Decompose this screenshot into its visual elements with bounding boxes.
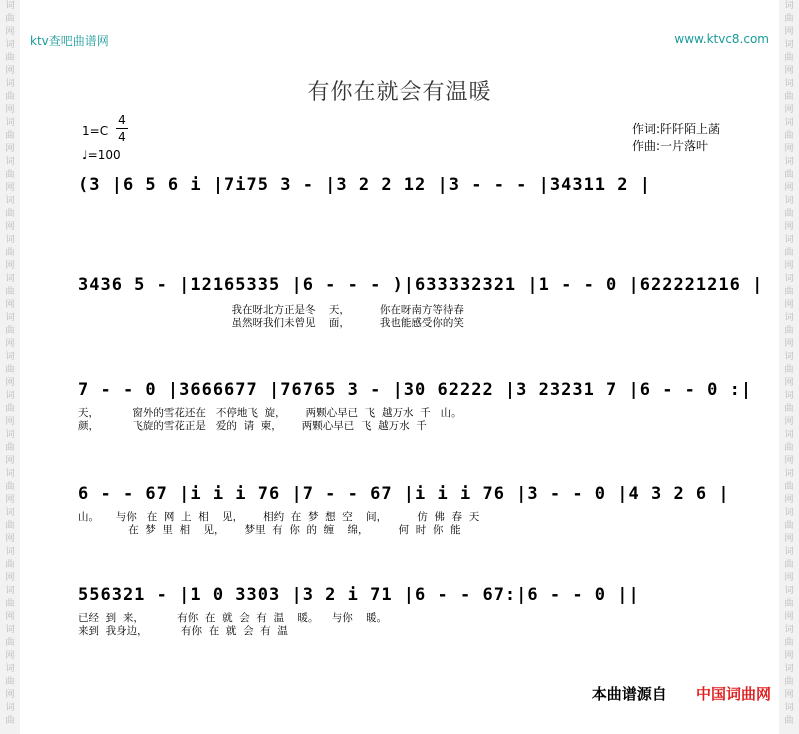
watermark-char: 词 [784, 586, 794, 596]
watermark-char: 曲 [784, 326, 794, 336]
watermark-char: 词 [5, 547, 15, 557]
watermark-char: 曲 [5, 443, 15, 453]
watermark-char: 曲 [5, 599, 15, 609]
watermark-char: 词 [5, 352, 15, 362]
watermark-char: 网 [784, 105, 794, 115]
watermark-char: 网 [5, 261, 15, 271]
watermark-char: 词 [784, 352, 794, 362]
watermark-char: 词 [5, 586, 15, 596]
score-line-5 [70, 585, 750, 645]
composer-credit: 作曲:一片落叶 [632, 139, 709, 153]
watermark-char: 曲 [5, 716, 15, 726]
watermark-char: 网 [5, 144, 15, 154]
watermark-char: 曲 [784, 131, 794, 141]
left-watermark-strip [0, 0, 20, 734]
watermark-char: 词 [5, 664, 15, 674]
watermark-char: 网 [784, 66, 794, 76]
notes-line-4: 6 - - 67 |i i i 76 |7 - - 67 |i i i 76 |3 - - 0 |4 3 2 6 | [78, 484, 730, 504]
score-line-3 [70, 380, 753, 440]
lyric-line-4-verse-2: 在 梦 里 相 见， 梦里 有 你 的 缠 绵， 何 时 你 能 [78, 524, 461, 536]
watermark-char: 网 [5, 690, 15, 700]
footer-source [592, 683, 771, 704]
watermark-char: 词 [5, 1, 15, 11]
watermark-char: 曲 [784, 716, 794, 726]
watermark-char: 曲 [784, 599, 794, 609]
watermark-char: 词 [784, 469, 794, 479]
watermark-char: 网 [784, 573, 794, 583]
watermark-char: 曲 [784, 638, 794, 648]
watermark-char: 网 [5, 573, 15, 583]
watermark-char: 曲 [784, 482, 794, 492]
watermark-char: 网 [784, 612, 794, 622]
watermark-char: 词 [5, 469, 15, 479]
site-url-right[interactable]: www.ktvc8.com [674, 32, 769, 46]
watermark-char: 网 [5, 27, 15, 37]
watermark-char: 词 [5, 196, 15, 206]
watermark-char: 网 [784, 339, 794, 349]
watermark-char: 曲 [5, 677, 15, 687]
watermark-char: 网 [5, 417, 15, 427]
watermark-char: 网 [5, 300, 15, 310]
watermark-char: 曲 [784, 404, 794, 414]
watermark-char: 词 [784, 1, 794, 11]
notes-line-2: 3436 5 - |12165335 |6 - - - )|633332321 |1 - - 0 |622221216 | [78, 275, 764, 295]
watermark-char: 词 [784, 547, 794, 557]
watermark-char: 词 [784, 391, 794, 401]
time-signature-bottom: 4 [118, 130, 126, 144]
lyric-line-5-verse-2: 来到 我身边， 有你 在 就 会 有 温 [78, 625, 288, 637]
watermark-char: 曲 [5, 14, 15, 24]
watermark-char: 曲 [784, 443, 794, 453]
watermark-char: 词 [5, 625, 15, 635]
lyricist-credit: 作词:阡阡陌上菡 [632, 122, 721, 136]
watermark-char: 网 [784, 261, 794, 271]
watermark-char: 曲 [784, 560, 794, 570]
watermark-char: 词 [784, 40, 794, 50]
watermark-char: 词 [5, 508, 15, 518]
watermark-char: 曲 [784, 248, 794, 258]
watermark-char: 词 [784, 664, 794, 674]
watermark-char: 词 [5, 157, 15, 167]
watermark-char: 词 [5, 235, 15, 245]
watermark-char: 词 [5, 274, 15, 284]
watermark-char: 词 [784, 157, 794, 167]
watermark-char: 网 [5, 105, 15, 115]
key-signature: 1=C [82, 124, 109, 138]
watermark-char: 曲 [5, 248, 15, 258]
lyric-line-2-verse-2: 虽然呀我们未曾见 面， 我也能感受你的笑 [78, 317, 464, 329]
right-watermark-strip [779, 0, 799, 734]
tempo-marking: ♩=100 [82, 148, 121, 162]
watermark-char: 词 [784, 430, 794, 440]
watermark-char: 网 [5, 651, 15, 661]
watermark-char: 网 [784, 27, 794, 37]
watermark-char: 网 [5, 378, 15, 388]
watermark-char: 网 [784, 651, 794, 661]
watermark-char: 词 [5, 430, 15, 440]
watermark-char: 词 [784, 274, 794, 284]
watermark-char: 曲 [5, 326, 15, 336]
time-signature [116, 113, 128, 144]
footer-brand-link[interactable]: 中国词曲网 [695, 685, 771, 703]
watermark-char: 曲 [784, 92, 794, 102]
time-signature-top: 4 [118, 113, 126, 127]
lyric-line-2-verse-1: 我在呀北方正是冬 天， 你在呀南方等待春 [78, 304, 464, 316]
watermark-char: 曲 [784, 170, 794, 180]
watermark-char: 词 [784, 703, 794, 713]
score-line-2 [70, 275, 764, 335]
watermark-char: 词 [5, 118, 15, 128]
watermark-char: 曲 [5, 131, 15, 141]
watermark-char: 曲 [5, 521, 15, 531]
watermark-char: 网 [784, 456, 794, 466]
watermark-char: 网 [5, 66, 15, 76]
watermark-char: 词 [784, 196, 794, 206]
watermark-char: 网 [784, 417, 794, 427]
watermark-char: 词 [5, 40, 15, 50]
lyric-line-3-verse-2: 颜， 飞旋的雪花正是 爱的 请 柬， 两颗心早已 飞 越万水 千 [78, 420, 427, 432]
watermark-char: 曲 [784, 365, 794, 375]
watermark-char: 网 [5, 183, 15, 193]
watermark-char: 曲 [784, 287, 794, 297]
watermark-char: 曲 [784, 14, 794, 24]
footer-source-label: 本曲谱源自 [591, 685, 667, 703]
watermark-char: 网 [5, 339, 15, 349]
watermark-char: 词 [784, 313, 794, 323]
watermark-char: 曲 [5, 638, 15, 648]
watermark-char: 网 [5, 456, 15, 466]
watermark-char: 曲 [5, 404, 15, 414]
watermark-char: 网 [5, 612, 15, 622]
watermark-char: 词 [784, 508, 794, 518]
watermark-char: 词 [5, 313, 15, 323]
lyric-line-3-verse-1: 天， 窗外的雪花还在 不停地飞 旋， 两颗心早已 飞 越万水 千 山。 [78, 407, 462, 419]
watermark-char: 网 [784, 222, 794, 232]
watermark-char: 曲 [5, 287, 15, 297]
watermark-char: 网 [784, 300, 794, 310]
watermark-char: 网 [784, 144, 794, 154]
watermark-char: 词 [5, 79, 15, 89]
score-line-1 [70, 175, 750, 235]
watermark-char: 词 [784, 625, 794, 635]
watermark-char: 词 [5, 703, 15, 713]
watermark-char: 曲 [784, 677, 794, 687]
watermark-char: 词 [5, 391, 15, 401]
watermark-char: 曲 [5, 482, 15, 492]
watermark-char: 词 [784, 79, 794, 89]
watermark-char: 网 [784, 183, 794, 193]
watermark-char: 曲 [5, 209, 15, 219]
song-title: 有你在就会有温暖 [307, 80, 492, 105]
watermark-char: 网 [784, 690, 794, 700]
watermark-char: 词 [784, 118, 794, 128]
score-line-4 [70, 484, 750, 544]
watermark-char: 词 [784, 235, 794, 245]
watermark-char: 曲 [784, 521, 794, 531]
lyric-line-5-verse-1: 已经 到 来， 有你 在 就 会 有 温 暖。 与你 暖。 [78, 612, 388, 624]
watermark-char: 曲 [5, 560, 15, 570]
watermark-char: 网 [784, 534, 794, 544]
watermark-char: 曲 [784, 53, 794, 63]
watermark-char: 曲 [5, 170, 15, 180]
watermark-char: 曲 [5, 365, 15, 375]
watermark-char: 网 [5, 534, 15, 544]
notes-line-5: 556321 - |1 0 3303 |3 2 i 71 |6 - - 67:|6 - - 0 || [78, 585, 640, 605]
watermark-char: 网 [784, 378, 794, 388]
site-name-left[interactable]: ktv查吧曲谱网 [30, 34, 109, 48]
notes-line-3: 7 - - 0 |3666677 |76765 3 - |30 62222 |3 23231 7 |6 - - 0 :| [78, 380, 753, 400]
lyric-line-4-verse-1: 山。 与你 在 网 上 相 见， 相约 在 梦 想 空 间， 仿 佛 春 天 [78, 511, 480, 523]
watermark-char: 网 [5, 222, 15, 232]
watermark-char: 曲 [5, 53, 15, 63]
watermark-char: 网 [5, 495, 15, 505]
watermark-char: 曲 [5, 92, 15, 102]
notes-line-1: (3 |6 5 6 i |7i75 3 - |3 2 2 12 |3 - - - |34311 2 | [78, 175, 651, 195]
watermark-char: 曲 [784, 209, 794, 219]
watermark-char: 网 [784, 495, 794, 505]
